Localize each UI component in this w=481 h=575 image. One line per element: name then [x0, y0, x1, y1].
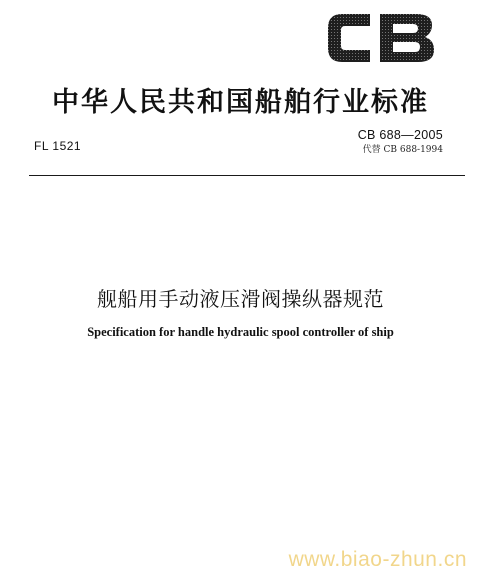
- classification-code: FL 1521: [34, 139, 82, 153]
- watermark-url: www.biao-zhun.cn: [288, 548, 467, 571]
- replaces-standard: 代替 CB 688-1994: [362, 145, 443, 155]
- cb-logo: [324, 10, 440, 66]
- header-divider: [29, 175, 465, 176]
- english-title: Specification for handle hydraulic spool controller of ship: [87, 325, 394, 339]
- standard-number: CB 688—2005: [357, 128, 443, 142]
- standard-number-block: [358, 128, 443, 157]
- chinese-title: 舰船用手动液压滑阀操纵器规范: [97, 287, 384, 311]
- issuing-organization-title: 中华人民共和国船舶行业标准: [52, 87, 429, 118]
